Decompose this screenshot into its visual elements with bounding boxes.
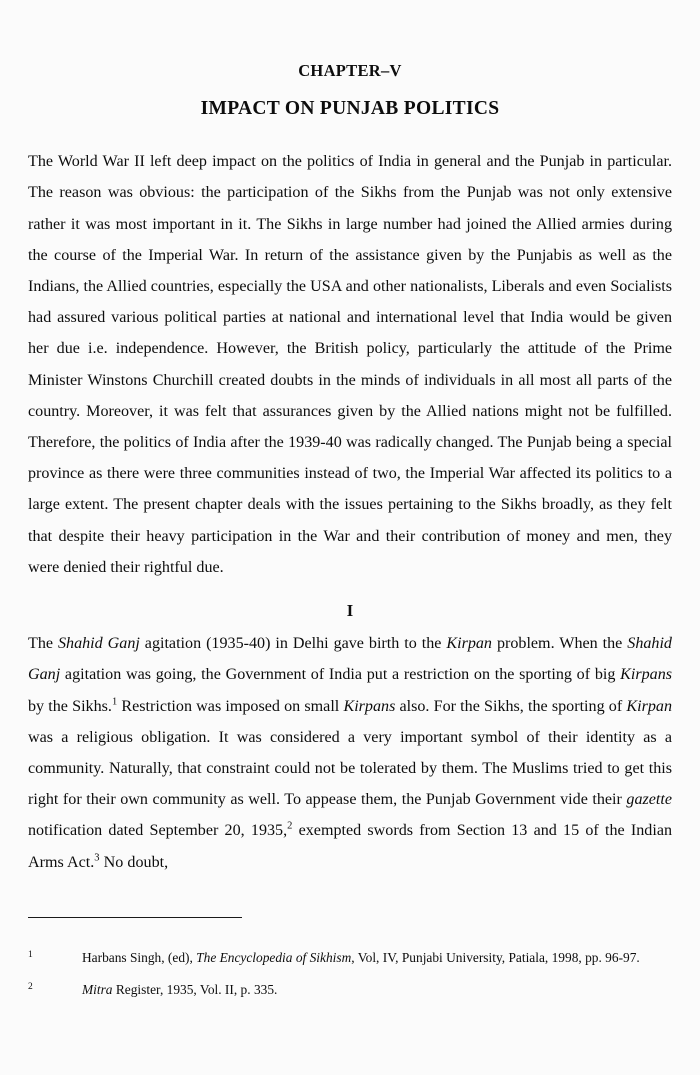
- footnote-text-segment: Harbans Singh, (ed),: [82, 950, 197, 966]
- text-segment: agitation (1935-40) in Delhi gave birth to the: [139, 635, 447, 653]
- text-segment: also. For the Sikhs, the sporting of: [395, 697, 627, 715]
- page-title: IMPACT ON PUNJAB POLITICS: [200, 97, 500, 119]
- footnote-italic-title: Mitra: [82, 982, 113, 998]
- section-one-paragraph: [28, 626, 672, 878]
- text-segment: notification dated September 20, 1935,: [28, 822, 288, 840]
- footnote-item: [28, 981, 672, 1000]
- footnote-italic-title: The Encyclopedia of Sikhism: [196, 950, 352, 966]
- footnote-reference-1[interactable]: 1: [111, 696, 118, 708]
- intro-paragraph-text: The World War II left deep impact on the politics of India in general and the Punjab in particular. The reason was obvious: the participation of the Sikhs from the Punjab was not only extensive rather it was most important in it. The Sikhs in large number had joined the Allied armies during the course of the Imperial War. In return of the assistance given by the Punjabis as well as the Indians, the Allied countries, especially the USA and other nationalists, Liberals and even Socialists had assured various political parties at national and international level that India would be given her due i.e. independence. However, the British policy, particularly the attitude of the Prime Minister Winstons Churchill created doubts in the minds of individuals in all most all parts of the country. Moreover, it was felt that assurances given by the Allied nations might not be fulfilled. Therefore, the politics of India after the 1939-40 was radically changed. The Punjab being a special province as there were three communities instead of two, the Imperial War affected its politics to a large extent. The present chapter deals with the issues pertaining to the Sikhs broadly, as they felt that despite their heavy participation in the War and their contribution of money and men, they were denied their rightful due.: [28, 153, 673, 576]
- text-segment: The: [28, 635, 58, 653]
- footnote-reference-3[interactable]: 3: [94, 852, 100, 864]
- section-marker: I: [346, 601, 354, 621]
- intro-paragraph: [28, 120, 672, 583]
- italic-term: Shahid Ganj: [57, 635, 140, 653]
- chapter-label: CHAPTER–V: [298, 61, 402, 80]
- text-segment: agitation was going, the Government of India put a restriction on the sporting of big: [60, 666, 621, 684]
- text-segment: exempted swords from Section 13 and 15 of the Indian Arms Act.: [28, 822, 673, 871]
- footnote-marker: 2: [28, 982, 33, 993]
- footnote-text-segment: Register, 1935, Vol. II, p. 335.: [112, 982, 278, 998]
- italic-term: Kirpan: [626, 697, 673, 715]
- text-segment: by the Sikhs.: [28, 697, 112, 715]
- footnote-item: [28, 949, 672, 968]
- italic-term: Kirpans: [620, 666, 672, 684]
- footnote-reference-2[interactable]: 2: [287, 821, 293, 833]
- text-segment: No doubt,: [99, 853, 169, 871]
- footnote-marker: 1: [28, 950, 33, 961]
- footnote-text-segment: , Vol, IV, Punjabi University, Patiala, 1998, pp. 96-97.: [351, 950, 640, 966]
- text-segment: problem. When the: [491, 635, 628, 653]
- text-segment: was a religious obligation. It was considered a very important symbol of their identity as a community. Naturally, that constraint could not be tolerated by them. The Muslims tried to get this right for their own community as well. To appease them, the Punjab Government vide their: [28, 728, 672, 809]
- italic-term: Kirpan: [446, 635, 492, 653]
- footnote-zone: [28, 917, 672, 1013]
- footnote-list: [28, 918, 672, 1000]
- italic-term: Kirpans: [343, 697, 396, 715]
- italic-term: gazette: [626, 791, 672, 809]
- text-segment: Restriction was imposed on small: [117, 697, 344, 715]
- italic-term: Shahid Ganj: [28, 635, 672, 684]
